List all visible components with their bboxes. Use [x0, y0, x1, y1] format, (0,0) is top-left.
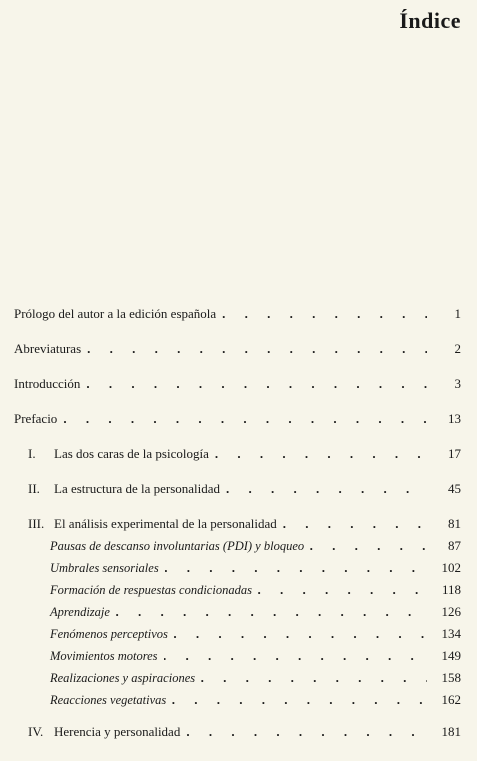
chapter-title: El análisis experimental de la personalidad — [54, 516, 277, 531]
toc-entry-label: Reacciones vegetativas — [50, 693, 167, 707]
toc-subsection — [14, 560, 461, 578]
toc-subsection — [14, 538, 461, 556]
toc-subsection — [14, 582, 461, 600]
toc-entry-page: 45 — [448, 481, 461, 496]
toc-entry-page: 126 — [441, 604, 461, 619]
dot-leader — [283, 516, 427, 532]
chapter-title: Herencia y personalidad — [54, 724, 181, 739]
chapter-title: Las dos caras de la psicología — [54, 446, 209, 461]
dot-leader — [258, 582, 427, 598]
toc-entry-label: Umbrales sensoriales — [50, 561, 159, 575]
toc-subsection — [14, 692, 461, 710]
toc-entry-page: 158 — [441, 670, 461, 685]
toc-entry-label — [28, 516, 277, 532]
toc-entry-page: 1 — [454, 306, 461, 321]
toc-subsection — [14, 648, 461, 666]
toc-entry-label: Introducción — [14, 376, 81, 391]
page-title: Índice — [399, 8, 461, 33]
toc-entry-page: 3 — [454, 376, 461, 391]
table-of-contents — [14, 306, 461, 742]
toc-entry-abreviaturas — [14, 341, 461, 359]
toc-entry-page: 2 — [454, 341, 461, 356]
toc-entry-page: 102 — [441, 560, 461, 575]
chapter-number: III. — [28, 516, 45, 531]
chapter-number: IV. — [28, 724, 44, 739]
dot-leader — [116, 604, 427, 620]
toc-entry-label: Prólogo del autor a la edición española — [14, 306, 217, 321]
toc-entry-introduccion — [14, 376, 461, 394]
toc-entry-label: Fenómenos perceptivos — [50, 627, 168, 641]
toc-entry-page: 87 — [448, 538, 461, 553]
toc-chapter-2 — [14, 481, 461, 499]
toc-entry-label — [28, 481, 220, 497]
toc-chapter-4 — [14, 724, 461, 742]
dot-leader — [186, 724, 427, 740]
toc-chapter-1 — [14, 446, 461, 464]
dot-leader — [63, 411, 427, 427]
toc-entry-label: Pausas de descanso involuntarias (PDI) y bloqueo — [50, 539, 305, 553]
dot-leader — [310, 538, 427, 554]
toc-subsection — [14, 670, 461, 688]
dot-leader — [215, 446, 427, 462]
toc-entry-page: 162 — [441, 692, 461, 707]
dot-leader — [87, 341, 427, 357]
toc-entry-prologo — [14, 306, 461, 324]
toc-subsection — [14, 626, 461, 644]
dot-leader — [172, 692, 427, 708]
toc-entry-label: Aprendizaje — [50, 605, 110, 619]
toc-entry-label: Prefacio — [14, 411, 58, 426]
dot-leader — [164, 648, 427, 664]
toc-entry-label: Formación de respuestas condicionadas — [50, 583, 252, 597]
chapter-title: La estructura de la personalidad — [54, 481, 221, 496]
toc-chapter-3 — [14, 516, 461, 534]
dot-leader — [165, 560, 427, 576]
toc-entry-page: 149 — [441, 648, 461, 663]
toc-entry-label — [28, 724, 180, 740]
toc-entry-page: 17 — [448, 446, 461, 461]
toc-entry-page: 118 — [441, 582, 461, 597]
toc-entry-label: Abreviaturas — [14, 341, 82, 356]
dot-leader — [174, 626, 427, 642]
toc-entry-page: 181 — [441, 724, 461, 739]
toc-entry-label: Realizaciones y aspiraciones — [50, 671, 196, 685]
toc-entry-label — [28, 446, 209, 462]
toc-subsection — [14, 604, 461, 622]
toc-entry-page: 13 — [448, 411, 461, 426]
dot-leader — [226, 481, 427, 497]
toc-entry-prefacio — [14, 411, 461, 429]
toc-entry-page: 134 — [441, 626, 461, 641]
toc-entry-label: Movimientos motores — [50, 649, 158, 663]
dot-leader — [86, 376, 427, 392]
dot-leader — [201, 670, 427, 686]
dot-leader — [222, 306, 427, 322]
toc-entry-page: 81 — [448, 516, 461, 531]
chapter-number: I. — [28, 446, 36, 461]
chapter-number: II. — [28, 481, 40, 496]
